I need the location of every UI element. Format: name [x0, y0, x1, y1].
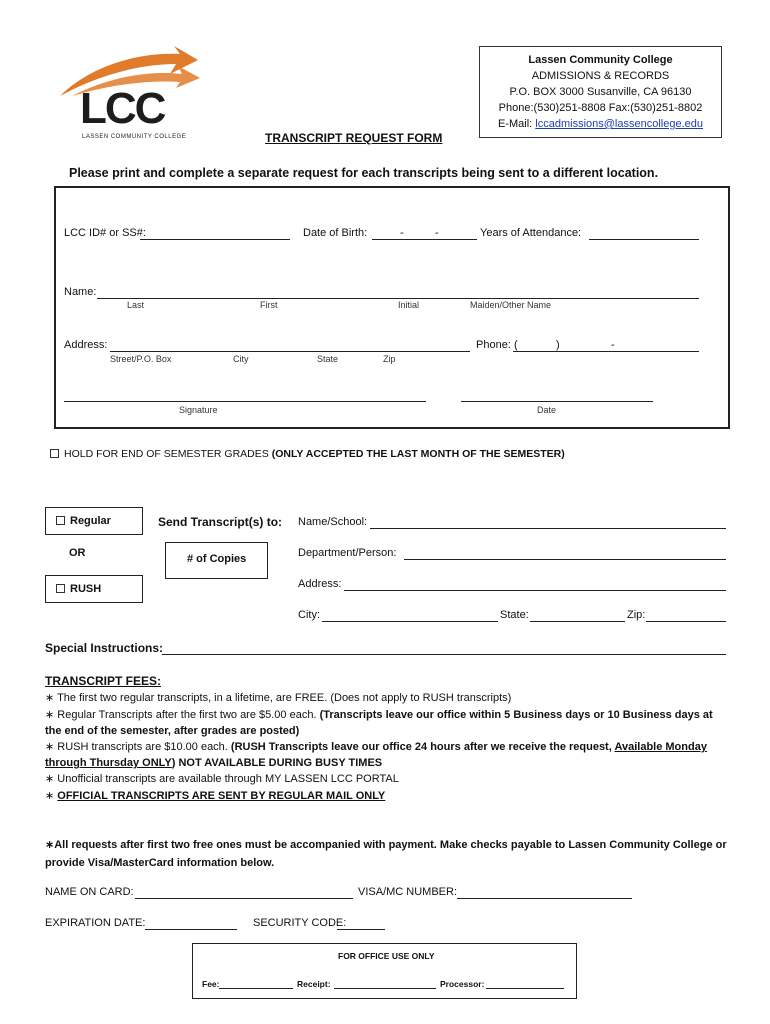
address-label: Address: — [64, 339, 108, 351]
address-sub-state: State — [317, 354, 339, 364]
phone-dash: - — [611, 339, 615, 351]
fee-text: Regular Transcripts after the first two are $5.00 each. — [54, 709, 320, 721]
college-phone: Phone:(530)251-8808 Fax:(530)251-8802 — [498, 102, 703, 114]
fee-text: The first two regular transcripts, in a lifetime, are FREE. (Does not apply to RUSH transcripts) — [54, 692, 512, 704]
office-receipt-label: Receipt: — [297, 979, 331, 989]
rush-label: RUSH — [70, 583, 102, 595]
security-code-label: SECURITY CODE: — [253, 917, 347, 929]
fee-item — [45, 739, 725, 771]
expiration-field[interactable] — [145, 929, 237, 930]
phone-paren-open: ( — [514, 339, 518, 351]
office-receipt-field[interactable] — [334, 988, 436, 989]
recipient-address-label: Address: — [298, 578, 342, 590]
card-number-field[interactable] — [457, 898, 632, 899]
bullet-icon: ∗ — [45, 790, 55, 802]
recipient-city-field[interactable] — [322, 621, 498, 622]
signature-field[interactable] — [64, 401, 426, 402]
date-field[interactable] — [461, 401, 653, 402]
college-email-link[interactable]: lccadmissions@lassencollege.edu — [535, 118, 703, 130]
fee-text: Unofficial transcripts are available through MY LASSEN LCC PORTAL — [54, 773, 399, 785]
fees-title: TRANSCRIPT FEES: — [45, 674, 162, 688]
fee-note: ) NOT AVAILABLE DURING BUSY TIMES — [171, 757, 383, 769]
card-name-field[interactable] — [135, 898, 353, 899]
college-dept: ADMISSIONS & RECORDS — [531, 70, 670, 82]
rush-checkbox[interactable] — [56, 584, 65, 593]
hold-note: (ONLY ACCEPTED THE LAST MONTH OF THE SEMESTER) — [271, 448, 565, 460]
card-name-label: NAME ON CARD: — [45, 886, 134, 898]
college-logo — [52, 44, 202, 144]
office-processor-label: Processor: — [440, 979, 485, 989]
office-processor-field[interactable] — [486, 988, 564, 989]
fee-text: RUSH transcripts are $10.00 each. — [54, 741, 231, 753]
name-label: Name: — [64, 286, 97, 298]
years-label: Years of Attendance: — [480, 227, 582, 239]
special-instructions-label: Special Instructions: — [45, 641, 164, 655]
name-sub-initial: Initial — [398, 300, 420, 310]
phone-label: Phone: — [476, 339, 511, 351]
special-instructions-field[interactable] — [162, 654, 726, 655]
recipient-school-label: Name/School: — [298, 516, 368, 528]
bullet-icon: ∗ — [45, 709, 55, 721]
rush-option-box[interactable] — [45, 575, 143, 603]
bullet-icon: ∗ — [45, 692, 55, 704]
copies-label: # of Copies — [187, 553, 247, 565]
student-info-box — [54, 186, 730, 429]
address-sub-city: City — [233, 354, 249, 364]
recipient-state-field[interactable] — [530, 621, 625, 622]
rush-option — [56, 583, 101, 595]
date-label: Date — [537, 405, 557, 415]
college-contact-box — [479, 46, 722, 138]
recipient-zip-label: Zip: — [627, 609, 646, 621]
recipient-city-label: City: — [298, 609, 320, 621]
phone-paren-close: ) — [556, 339, 560, 351]
fee-note: (Transcripts leave our office within 5 Business days or 10 Business days at the end of the semester, after grades are posted) — [45, 709, 713, 737]
office-fee-label: Fee: — [202, 979, 220, 989]
recipient-school-field[interactable] — [370, 528, 726, 529]
form-title: TRANSCRIPT REQUEST FORM — [265, 131, 443, 145]
signature-label: Signature — [179, 405, 218, 415]
expiration-label: EXPIRATION DATE: — [45, 917, 146, 929]
or-label: OR — [69, 547, 86, 559]
recipient-address-field[interactable] — [344, 590, 726, 591]
fee-note: (RUSH Transcripts leave our office 24 hours after we receive the request, — [230, 741, 615, 753]
recipient-state-label: State: — [500, 609, 529, 621]
fee-item — [45, 707, 725, 739]
dob-label: Date of Birth: — [303, 227, 368, 239]
copies-box[interactable] — [165, 542, 268, 579]
name-field[interactable] — [97, 298, 699, 299]
office-fee-field[interactable] — [219, 988, 293, 989]
address-sub-street: Street/P.O. Box — [110, 354, 172, 364]
office-use-title: FOR OFFICE USE ONLY — [338, 951, 435, 961]
regular-option-box[interactable] — [45, 507, 143, 535]
name-sub-maiden: Maiden/Other Name — [470, 300, 552, 310]
fee-item — [45, 771, 725, 787]
years-field[interactable] — [589, 239, 699, 240]
hold-option[interactable] — [50, 448, 565, 460]
payment-note: ∗All requests after first two free ones must be accompanied with payment. Make checks payable to Lassen Community College or provide Visa/MasterCard information below. — [45, 839, 727, 869]
address-sub-zip: Zip — [383, 354, 396, 364]
send-to-label: Send Transcript(s) to: — [158, 515, 283, 529]
regular-checkbox[interactable] — [56, 516, 65, 525]
college-name: Lassen Community College — [528, 54, 673, 66]
dob-separator: - — [435, 227, 439, 239]
fee-note-underlined: Available Monday through Thursday ONLY — [45, 741, 707, 769]
hold-label: HOLD FOR END OF SEMESTER GRADES — [64, 448, 272, 460]
recipient-zip-field[interactable] — [646, 621, 726, 622]
form-instructions: Please print and complete a separate request for each transcripts being sent to a different location. — [69, 166, 659, 180]
dob-field[interactable] — [372, 239, 477, 240]
college-email-row — [480, 116, 721, 132]
hold-checkbox[interactable] — [50, 449, 59, 458]
logo-text: LCC — [80, 84, 165, 133]
name-sub-first: First — [260, 300, 278, 310]
bullet-icon: ∗ — [45, 773, 55, 785]
college-email-label: E-Mail: — [498, 118, 536, 130]
card-number-label: VISA/MC NUMBER: — [358, 886, 458, 898]
id-field[interactable] — [140, 239, 290, 240]
regular-option — [56, 515, 111, 527]
logo-subtext: LASSEN COMMUNITY COLLEGE — [82, 134, 187, 140]
dob-separator: - — [400, 227, 404, 239]
college-address: P.O. BOX 3000 Susanville, CA 96130 — [509, 86, 692, 98]
phone-field[interactable] — [513, 351, 699, 352]
recipient-dept-label: Department/Person: — [298, 547, 397, 559]
recipient-dept-field[interactable] — [404, 559, 726, 560]
regular-label: Regular — [70, 515, 111, 527]
fee-item — [45, 690, 725, 706]
fee-text: OFFICIAL TRANSCRIPTS ARE SENT BY REGULAR MAIL ONLY — [57, 790, 386, 802]
security-code-field[interactable] — [337, 929, 385, 930]
fee-item — [45, 788, 725, 804]
name-sub-last: Last — [127, 300, 145, 310]
address-field[interactable] — [110, 351, 470, 352]
id-label: LCC ID# or SS#: — [64, 227, 146, 239]
bullet-icon: ∗ — [45, 741, 55, 753]
